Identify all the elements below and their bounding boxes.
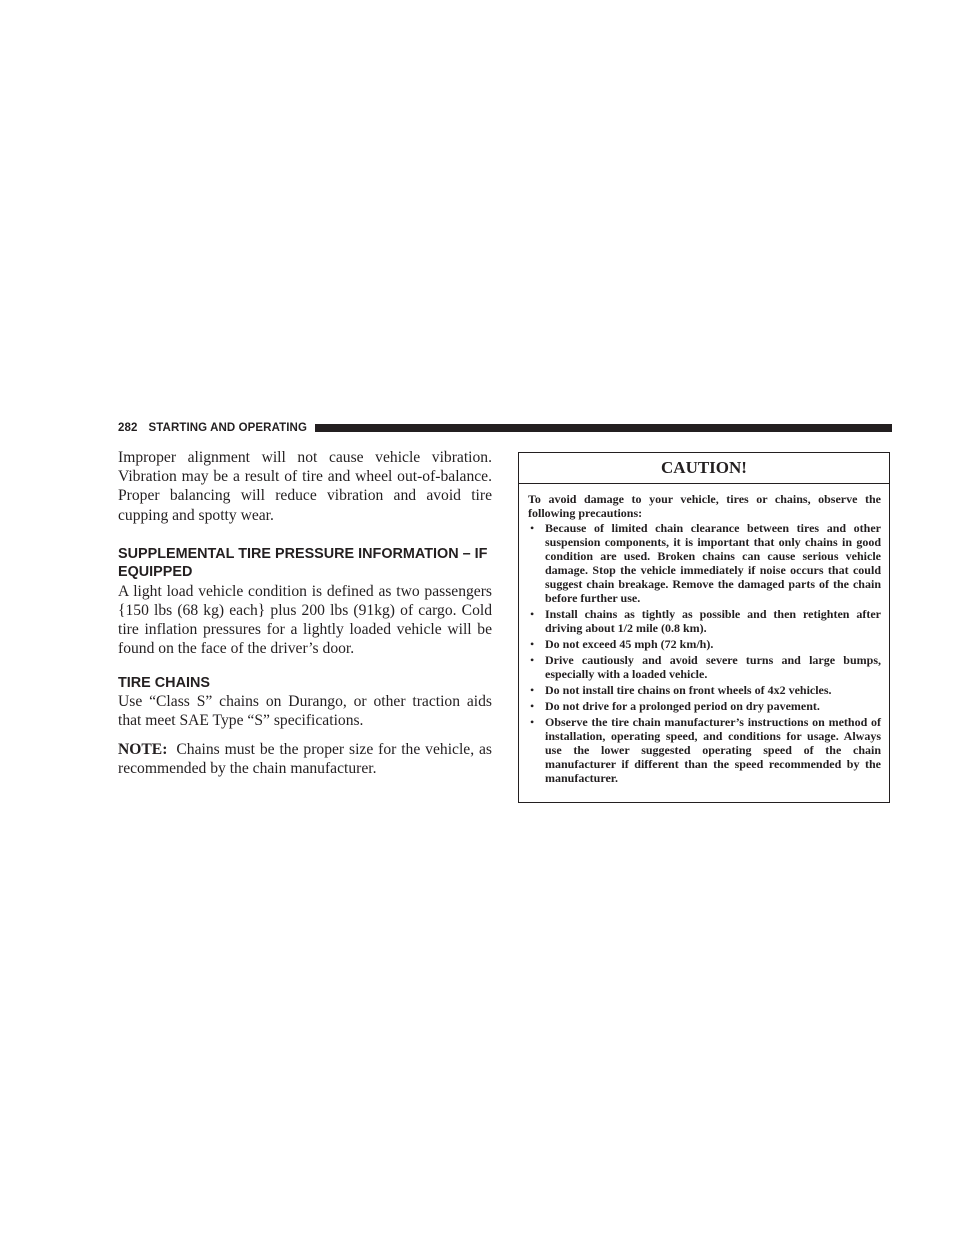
bullet-icon: • [530, 653, 535, 667]
bullet-icon: • [530, 715, 535, 729]
section-title: STARTING AND OPERATING [148, 422, 308, 434]
caution-bullet-text: Because of limited chain clearance between tires and other suspension components, it is important that only chains in good condition are used. Broken chains can cause serious vehicle damage. Stop the vehicle immediately if noise occurs that could suggest chain breakage. Remove the damaged parts of the chain before further use. [545, 521, 881, 605]
tire-pressure-paragraph: A light load vehicle condition is defined as two passengers {150 lbs (68 kg) each} plus 200 lbs (91kg) of cargo. Cold tire inflation pressures for a lightly loaded vehicle will be found on the face of the driver’s door. [118, 582, 492, 658]
page-header [118, 420, 892, 436]
tire-chains-paragraph: Use “Class S” chains on Durango, or other traction aids that meet SAE Type “S” specifications. [118, 693, 492, 730]
caution-bullet [528, 653, 881, 681]
note-text: Chains must be the proper size for the vehicle, as recommended by the chain manufacturer. [118, 740, 492, 777]
note-paragraph [118, 740, 492, 778]
page-number: 282 [118, 422, 138, 434]
caution-bullet-list [528, 521, 881, 785]
caution-bullet [528, 607, 881, 635]
caution-bullet-text: Install chains as tightly as possible and then retighten after driving about 1/2 mile (0.8 km). [545, 607, 881, 635]
bullet-icon: • [530, 607, 535, 621]
bullet-icon: • [530, 521, 535, 535]
caution-bullet [528, 637, 881, 651]
caution-bullet-text: Do not exceed 45 mph (72 km/h). [545, 637, 714, 651]
caution-bullet [528, 683, 881, 697]
caution-bullet [528, 521, 881, 605]
bullet-icon: • [530, 699, 535, 713]
caution-bullet [528, 699, 881, 713]
caution-intro: To avoid damage to your vehicle, tires or chains, observe the following precautions: [528, 492, 881, 520]
tire-pressure-heading: SUPPLEMENTAL TIRE PRESSURE INFORMATION – IF EQUIPPED [118, 545, 488, 581]
caution-bullet [528, 715, 881, 785]
alignment-paragraph: Improper alignment will not cause vehicle vibration. Vibration may be a result of tire and wheel out-of-balance. Proper balancing will reduce vibration and avoid tire cupping and spotty wear. [118, 449, 492, 524]
tire-chains-heading: TIRE CHAINS [118, 674, 210, 691]
caution-bullet-text: Drive cautiously and avoid severe turns and large bumps, especially with a loaded vehicle. [545, 653, 881, 681]
caution-body [519, 484, 889, 785]
caution-bullet-text: Observe the tire chain manufacturer’s instructions on method of installation, operating speed, and conditions for usage. Always use the lower suggested operating speed of the chain manufacturer if different than the speed recommended by the manufacturer. [545, 715, 881, 785]
caution-title: CAUTION! [519, 453, 889, 484]
left-column [118, 448, 492, 778]
caution-bullet-text: Do not drive for a prolonged period on dry pavement. [545, 699, 820, 713]
bullet-icon: • [530, 637, 535, 651]
caution-bullet-text: Do not install tire chains on front wheels of 4x2 vehicles. [545, 683, 832, 697]
note-label: NOTE: [118, 740, 168, 758]
caution-box [518, 452, 890, 803]
bullet-icon: • [530, 683, 535, 697]
header-rule [315, 424, 892, 432]
